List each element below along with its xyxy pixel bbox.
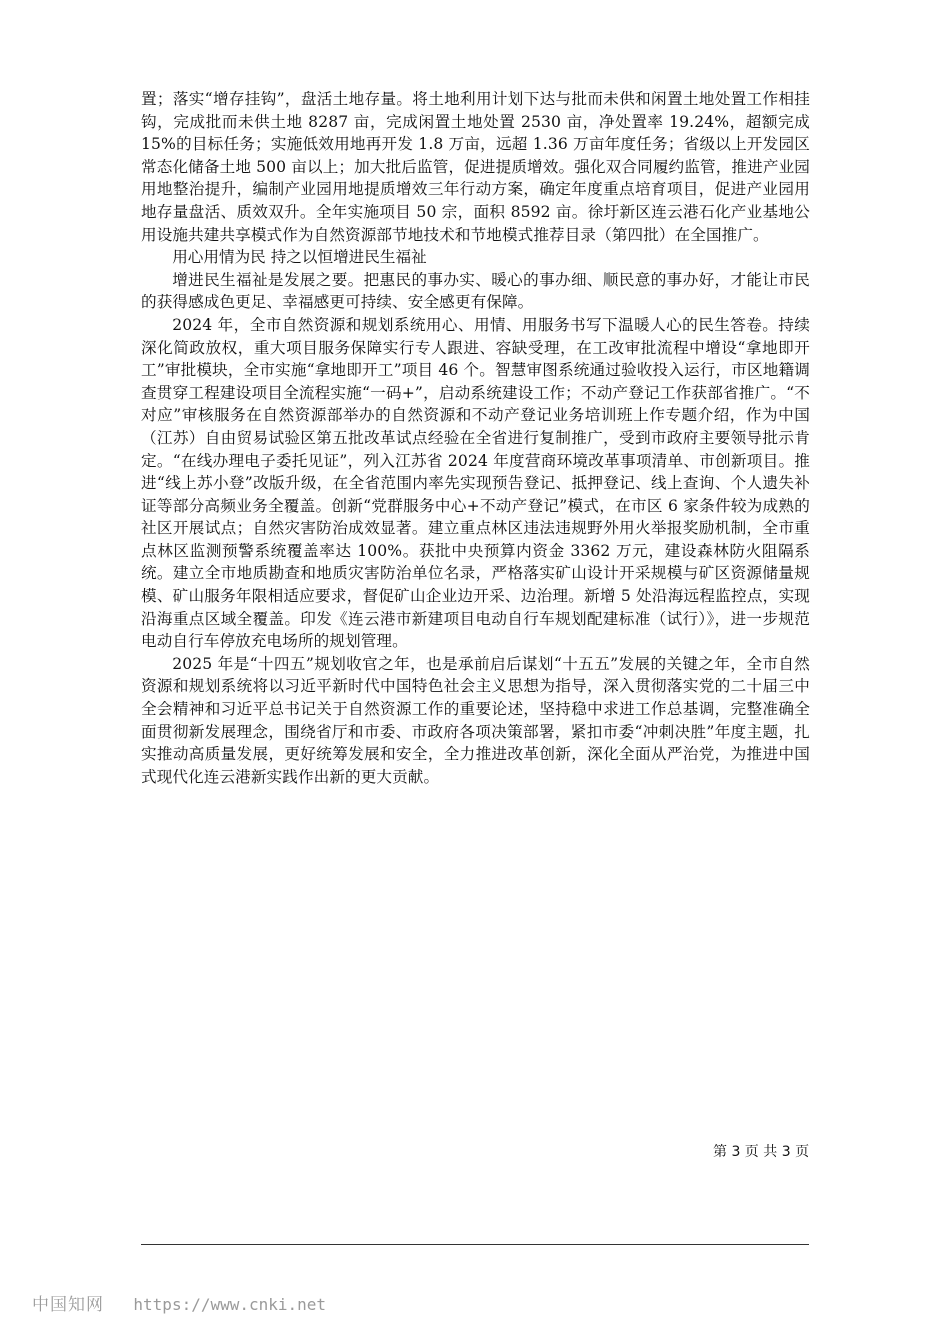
watermark-brand: 中国知网: [32, 1295, 104, 1315]
paragraph-2024-review: 2024 年，全市自然资源和规划系统用心、用情、用服务书写下温暖人心的民生答卷。持续深化简政放权，重大项目服务保障实行专人跟进、容缺受理，在工改审批流程中增设“拿地即开工”审批模块，全市实施“拿地即开工”项目 46 个。智慧审图系统通过验收投入运行，市区地籍调查贯穿工程建设项目全流程实施“一码+”，启动系统建设工作；不动产登记工作获部省推广。“不对应”审核服务在自然资源部举办的自然资源和不动产登记业务培训班上作专题介绍，作为中国（江苏）自由贸易试验区第五批改革试点经验在全省进行复制推广，受到市政府主要领导批示肯定。“在线办理电子委托见证”，列入江苏省 2024 年度营商环境改革事项清单、市创新项目。推进“线上苏小登”改版升级，在全省范围内率先实现预告登记、抵押登记、线上查询、个人遗失补证等部分高频业务全覆盖。创新“党群服务中心+不动产登记”模式，在市区 6 家条件较为成熟的社区开展试点；自然灾害防治成效显著。建立重点林区违法违规野外用火举报奖励机制，全市重点林区监测预警系统覆盖率达 100%。获批中央预算内资金 3362 万元，建设森林防火阻隔系统。建立全市地质勘查和地质灾害防治单位名录，严格落实矿山设计开采规模与矿区资源储量规模、矿山服务年限相适应要求，督促矿山企业边开采、边治理。新增 5 处沿海远程监控点，实现沿海重点区域全覆盖。印发《连云港市新建项目电动自行车规划配建标准（试行）》，进一步规范电动自行车停放充电场所的规划管理。: [141, 315, 810, 651]
cnki-watermark: [32, 1294, 326, 1316]
paragraph-2025-outlook: 2025 年是“十四五”规划收官之年，也是承前启后谋划“十五五”发展的关键之年，全市自然资源和规划系统将以习近平新时代中国特色社会主义思想为指导，深入贯彻落实党的二十届三中全会精神和习近平总书记关于自然资源工作的重要论述，坚持稳中求进工作总基调，完整准确全面贯彻新发展理念，围绕省厅和市委、市政府各项决策部署，紧扣市委“冲刺决胜”年度主题，扎实推动高质量发展，更好统筹发展和安全，全力推进改革创新，深化全面从严治党，为推进中国式现代化连云港新实践作出新的更大贡献。: [141, 654, 810, 786]
footer-divider: [141, 1244, 809, 1245]
watermark-url: https://www.cnki.net: [133, 1295, 327, 1314]
paragraph-land-stock: 置；落实“增存挂钩”，盘活土地存量。将土地利用计划下达与批而未供和闲置土地处置工作相挂钩，完成批而未供土地 8287 亩，完成闲置土地处置 2530 亩，净处置率 19.24%，超额完成 15%的目标任务；实施低效用地再开发 1.8 万亩，远超 1.36 万亩年度任务；省级以上开发园区常态化储备土地 500 亩以上；加大批后监管，促进提质增效。强化双合同履约监管，推进产业园用地整治提升，编制产业园用地提质增效三年行动方案，确定年度重点培育项目，促进产业园用地存量盘活、质效双升。全年实施项目 50 宗，面积 8592 亩。徐圩新区连云港石化产业基地公用设施共建共享模式作为自然资源部节地技术和节地模式推荐目录（第四批）在全国推广。: [141, 90, 810, 244]
section-heading: 用心用情为民 持之以恒增进民生福祉: [172, 248, 427, 267]
paragraph-welfare-intro: 增进民生福祉是发展之要。把惠民的事办实、暖心的事办细、顺民意的事办好，才能让市民的获得感成色更足、幸福感更可持续、安全感更有保障。: [141, 270, 810, 312]
document-body: [141, 88, 810, 788]
page-number: 第 3 页 共 3 页: [713, 1144, 810, 1160]
